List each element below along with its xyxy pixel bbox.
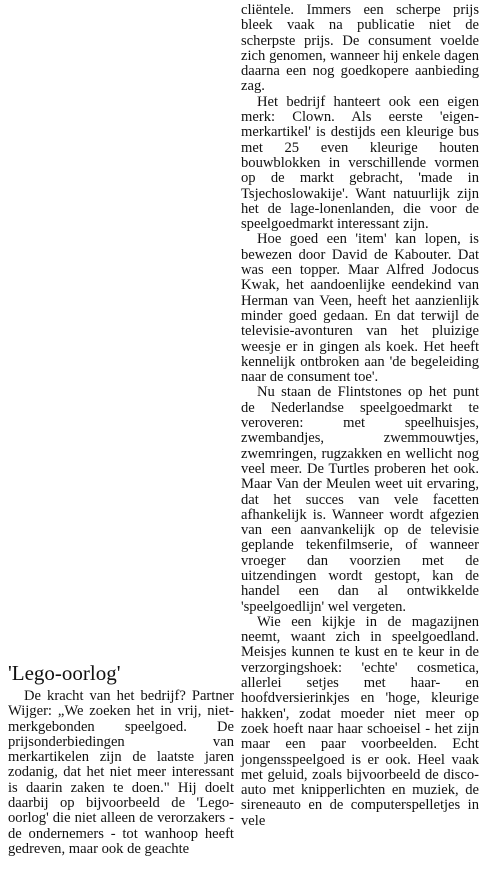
article-paragraph: Nu staan de Flintstones op het punt de Nederlandse speelgoedmarkt te veroveren: met speelhuisjes, zwembandjes, zwemmouwtjes, zwemringen, rugzakken en wellicht nog veel meer. De Turtles proberen het ook. Maar Van der Meulen weet uit ervaring, dat het succes van vele facetten afhankelijk is. Wanneer wordt afgezien van een aanvankelijk op de televisie geplande tekenfilmserie, of wanneer vroeger dan voorzien met de uitzendingen wordt gestopt, kan de handel een dan al ontwikkelde 'speelgoedlijn' wel vergeten. <box>241 384 479 615</box>
article-paragraph: cliëntele. Immers een scherpe prijs bleek vaak na publicatie niet de scherpste prijs. De consument voelde zich genomen, wanneer hij enkele dagen daarna een nog goedkopere aanbieding zag. <box>241 2 479 95</box>
article-paragraph: Hoe goed een 'item' kan lopen, is bewezen door David de Kabouter. Dat was een topper. Maar Alfred Jodocus Kwak, het aandoenlijke eendekind van Herman van Veen, heeft het aanzienlijk minder goed gedaan. En dat terwijl de televisie-avonturen van het pluizige weesje er in gingen als koek. Het heeft kennelijk ontbroken aan 'de begeleiding naar de consument toe'. <box>241 231 479 386</box>
article-paragraph: Wie een kijkje in de magazijnen neemt, waant zich in speelgoedland. Meisjes kunnen te kust en te keur in de verzorgingshoek: 'echte' cosmetica, allerlei setjes met haar- en hoofdversierinkjes en 'hoge, kleurige hakken', zodat moeder niet meer op zoek hoeft naar haar schoeisel - het zijn maar een paar voorbeelden. Echt jongensspeelgoed is er ook. Heel vaak met geluid, zoals bijvoorbeeld de disco-auto met knipperlichten en muziek, de sireneauto en de computerspelletjes in vele <box>241 613 479 829</box>
article-column-right <box>241 3 479 829</box>
article-paragraph: De kracht van het bedrijf? Partner Wijger: „We zoeken het in vrij, niet-merkgebonden speelgoed. De prijsonderbiedingen van merkartikelen zijn de laatste jaren zodanig, dat het niet meer interessant is daarin zaken te doen." Hij doelt daarbij op bijvoorbeeld de 'Lego-oorlog' die niet alleen de verorzakers - de ondernemers - tot wanhoop heeft gedreven, maar ook de geachte <box>8 688 234 857</box>
article-paragraph: Het bedrijf hanteert ook een eigen merk: Clown. Als eerste 'eigen-merkartikel' is destijds een kleurige bus met 25 even kleurige houten bouwblokken in verschillende vormen op de markt gebracht, 'made in Tsjechoslowakije'. Want natuurlijk zijn het de lage-lonenlanden, die voor de speelgoedmarkt interessant zijn. <box>241 93 479 233</box>
section-heading: 'Lego-oorlog' <box>8 661 121 685</box>
article-column-left <box>8 661 234 857</box>
